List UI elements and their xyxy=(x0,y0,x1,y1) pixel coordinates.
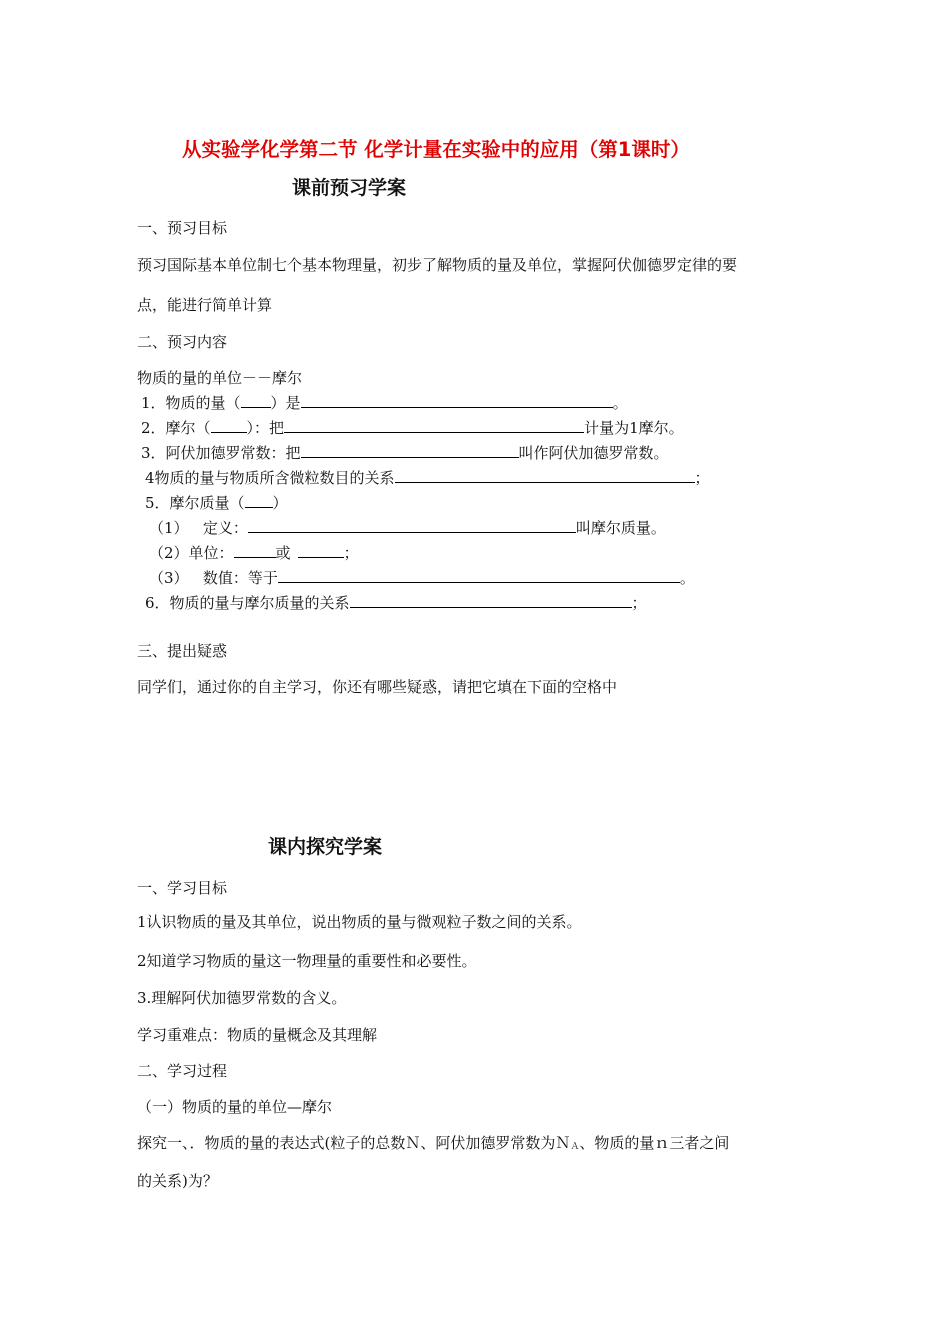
item-5-2-end: ； xyxy=(343,544,359,562)
preview-item-2 xyxy=(141,418,684,437)
preview-item-1 xyxy=(141,393,628,412)
item-1-label-b: ）是 xyxy=(270,394,301,412)
preview-item-3 xyxy=(141,443,669,462)
preview-question-title: 三、提出疑惑 xyxy=(137,642,228,660)
preview-item-4 xyxy=(145,468,710,487)
preview-content-subtitle: 物质的量的单位－－摩尔 xyxy=(137,369,303,387)
inclass-goal-1: 1认识物质的量及其单位，说出物质的量与微观粒子数之间的关系。 xyxy=(137,913,582,931)
preview-heading: 课前预习学案 xyxy=(292,177,407,199)
explore-1-text-a: 探究一、．物质的量的表达式(粒子的总数Ｎ、阿伏加德罗常数为Ｎ xyxy=(137,1134,571,1152)
inclass-explore-1-line1 xyxy=(137,1134,729,1156)
preview-goal-title: 一、预习目标 xyxy=(137,219,228,237)
preview-content-title: 二、预习内容 xyxy=(137,333,228,351)
item-4-label: 4物质的量与物质所含微粒数目的关系 xyxy=(145,469,395,487)
item-2-end: 计量为1摩尔。 xyxy=(584,419,684,437)
item-4-end: ； xyxy=(694,469,710,487)
item-5-2-label: （2）单位： xyxy=(149,544,234,562)
item-5-label: 5．摩尔质量（ xyxy=(145,494,245,512)
explore-1-text-b: 、物质的量ｎ三者之间 xyxy=(579,1134,730,1152)
preview-question-text: 同学们，通过你的自主学习，你还有哪些疑惑，请把它填在下面的空格中 xyxy=(137,678,618,696)
item-1-label: 1．物质的量（ xyxy=(141,394,241,412)
preview-item-5-2 xyxy=(149,543,359,562)
preview-goal-line2: 点，能进行简单计算 xyxy=(137,296,273,314)
inclass-goal-2: 2知道学习物质的量这一物理量的重要性和必要性。 xyxy=(137,952,477,970)
item-6-end: ； xyxy=(631,594,647,612)
item-5-1-blank[interactable] xyxy=(248,518,576,533)
item-5-unit-blank[interactable] xyxy=(245,493,273,508)
preview-item-5-1 xyxy=(149,518,666,537)
inclass-part-1-title: （一）物质的量的单位—摩尔 xyxy=(137,1098,333,1116)
item-5-2-blank-a[interactable] xyxy=(234,543,276,558)
item-5-label-b: ） xyxy=(272,494,288,512)
item-3-end: 叫作阿伏加德罗常数。 xyxy=(518,444,669,462)
item-2-blank[interactable] xyxy=(284,418,584,433)
inclass-goal-3: 3.理解阿伏加德罗常数的含义。 xyxy=(137,989,347,1007)
inclass-goal-title: 一、学习目标 xyxy=(137,879,228,897)
item-2-unit-blank[interactable] xyxy=(211,418,247,433)
item-5-2-blank-b[interactable] xyxy=(298,543,344,558)
item-1-definition-blank[interactable] xyxy=(301,393,613,408)
inclass-explore-1-line2: 的关系)为？ xyxy=(137,1172,218,1190)
item-5-2-or: 或 xyxy=(275,544,291,562)
item-4-blank[interactable] xyxy=(395,468,695,483)
item-5-3-end: 。 xyxy=(679,569,695,587)
item-5-3-blank[interactable] xyxy=(278,568,680,583)
item-6-blank[interactable] xyxy=(350,593,632,608)
preview-goal-line1: 预习国际基本单位制七个基本物理量，初步了解物质的量及单位，掌握阿伏伽德罗定律的要 xyxy=(137,256,738,274)
item-5-1-end: 叫摩尔质量。 xyxy=(575,519,666,537)
inclass-key-point: 学习重难点：物质的量概念及其理解 xyxy=(137,1026,378,1044)
item-3-label: 3．阿伏加德罗常数：把 xyxy=(141,444,301,462)
item-1-end: 。 xyxy=(612,394,628,412)
item-2-label-b: ）：把 xyxy=(246,419,285,437)
item-6-label: 6．物质的量与摩尔质量的关系 xyxy=(145,594,350,612)
item-2-label: 2．摩尔（ xyxy=(141,419,211,437)
item-1-unit-blank[interactable] xyxy=(241,393,271,408)
preview-item-5-3 xyxy=(149,568,695,587)
item-5-1-label: （1） 定义： xyxy=(149,519,248,537)
page-title: 从实验学化学第二节 化学计量在实验中的应用（第1课时） xyxy=(182,138,690,161)
item-5-3-label: （3） 数值：等于 xyxy=(149,569,278,587)
item-3-blank[interactable] xyxy=(301,443,519,458)
inclass-process-title: 二、学习过程 xyxy=(137,1062,228,1080)
preview-item-5 xyxy=(145,493,288,512)
explore-1-subscript: Ａ xyxy=(570,1142,580,1152)
preview-item-6 xyxy=(145,593,647,612)
inclass-heading: 课内探究学案 xyxy=(268,836,383,858)
